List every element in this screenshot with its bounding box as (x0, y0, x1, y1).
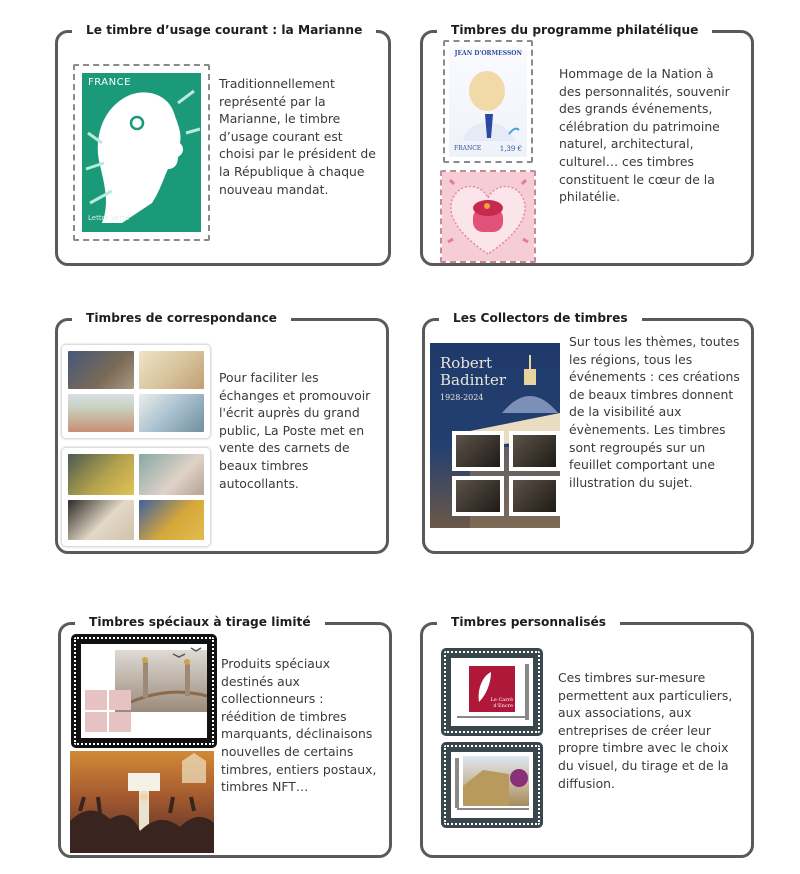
building-photo-icon (463, 756, 529, 806)
card-title: Timbres du programme philatélique (437, 21, 712, 39)
marianne-profile-icon (82, 73, 201, 232)
collector-heading: Robert Badinter (440, 354, 507, 389)
card-title: Timbres de correspondance (72, 309, 291, 327)
card-description: Hommage de la Nation à des personnalités, souvenir des grands événements, célébration du patrimoine naturel, architectural, culturel… ces timbres constituent le cœur de la philatélie. (559, 66, 730, 205)
collector-sheet-image (430, 343, 560, 528)
card-collectors (422, 311, 754, 554)
crowd-illustration-image (70, 751, 214, 853)
card-title: Le timbre d’usage courant : la Marianne (72, 21, 376, 39)
custom-stamp-label: Le Carré d'Encre (490, 697, 513, 709)
bridge-souvenir-sheet-image (74, 637, 214, 745)
booklet-sheet-1-image (61, 344, 211, 439)
card-description: Sur tous les thèmes, toutes les régions, tous les événements : ces créations de beaux timbres donnent de la visibilité aux évènements. Les timbres sont regroupés sur un feuillet comportant une illustration du sujet. (569, 334, 740, 490)
portrait-stamp-image (443, 40, 533, 163)
card-title: Timbres personnalisés (437, 613, 620, 631)
card-description: Produits spéciaux destinés aux collectionneurs : réédition de timbres marquants, déclinaisons nouvelles de certains timbres, entiers postaux, timbres NFT… (221, 656, 377, 795)
stamp-name-label: JEAN D'ORMESSON (454, 50, 522, 57)
portrait-figure-icon (449, 46, 527, 157)
card-personnalises (420, 615, 754, 858)
card-speciaux-tirage-limite (58, 615, 392, 858)
card-title: Timbres spéciaux à tirage limité (75, 613, 325, 631)
custom-stamp-carre-encre-image (444, 651, 540, 733)
collector-years: 1928-2024 (440, 393, 484, 402)
custom-stamp-photo-image (444, 745, 540, 825)
crowd-icon (70, 751, 214, 853)
marianne-stamp-image (73, 64, 210, 241)
card-description: Ces timbres sur-mesure permettent aux particuliers, aux associations, aux entreprises de créer leur propre timbre avec le choix du visuel, du tirage et de la diffusion. (558, 670, 733, 791)
card-marianne (55, 23, 391, 266)
stamp-country-label: FRANCE (454, 145, 482, 152)
stamp-price-label: 1,39 € (499, 145, 522, 153)
stamp-rate-label: Lettre Verte (88, 214, 130, 222)
stamp-country-label: FRANCE (88, 77, 131, 88)
heart-icon (442, 172, 534, 261)
heart-stamp-image (440, 170, 536, 263)
card-correspondance (55, 311, 389, 554)
booklet-sheet-2-image (61, 447, 211, 547)
card-description: Traditionnellement représenté par la Marianne, le timbre d’usage courant est choisi par le président de la République à chaque nouveau mandat. (219, 76, 376, 197)
card-description: Pour faciliter les échanges et promouvoir l'écrit auprès du grand public, La Poste met en vente des carnets de beaux timbres autocollants. (219, 370, 371, 491)
card-programme-philatelique (420, 23, 754, 266)
card-title: Les Collectors de timbres (439, 309, 642, 327)
